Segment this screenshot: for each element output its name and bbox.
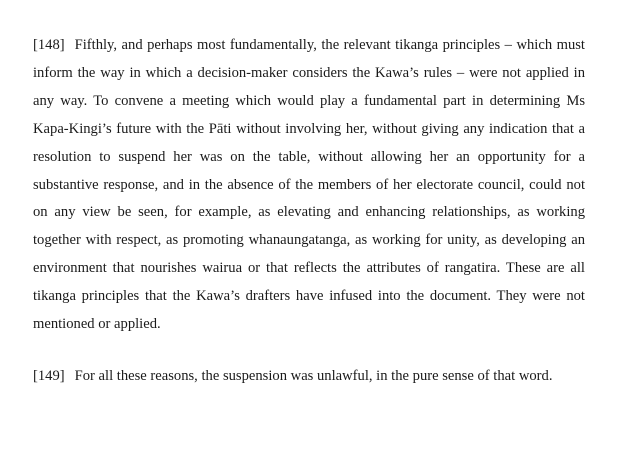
paragraph-text: Fifthly, and perhaps most fundamentally, the relevant tikanga principles – which must inform the way in which a decision-maker considers the Kawa’s rules – were not applied in any way. To convene a meeting which would play a fundamental part in determining Ms Kapa-Kingi’s future with the Pāti without involving her, without giving any indication that a resolution to suspend her was on the table, without allowing her an opportunity for a substantive response, and in the absence of the members of her electorate council, could not on any view be seen, for example, as elevating and enhancing relationships, as working together with respect, as promoting whanaungatanga, as working for unity, as developing an environment that nourishes wairua or that reflects the attributes of rangatira. These are all tikanga principles that the Kawa’s drafters have infused into the document. They were not mentioned or applied. xyxy=(33,37,585,333)
paragraph-number: [148] xyxy=(33,37,65,53)
paragraph-number: [149] xyxy=(33,367,65,384)
paragraph-text: For all these reasons, the suspension was unlawful, in the pure sense of that word. xyxy=(74,367,553,384)
paragraph-148 xyxy=(33,32,585,339)
paragraph-149 xyxy=(33,363,585,391)
document-page xyxy=(33,32,585,391)
